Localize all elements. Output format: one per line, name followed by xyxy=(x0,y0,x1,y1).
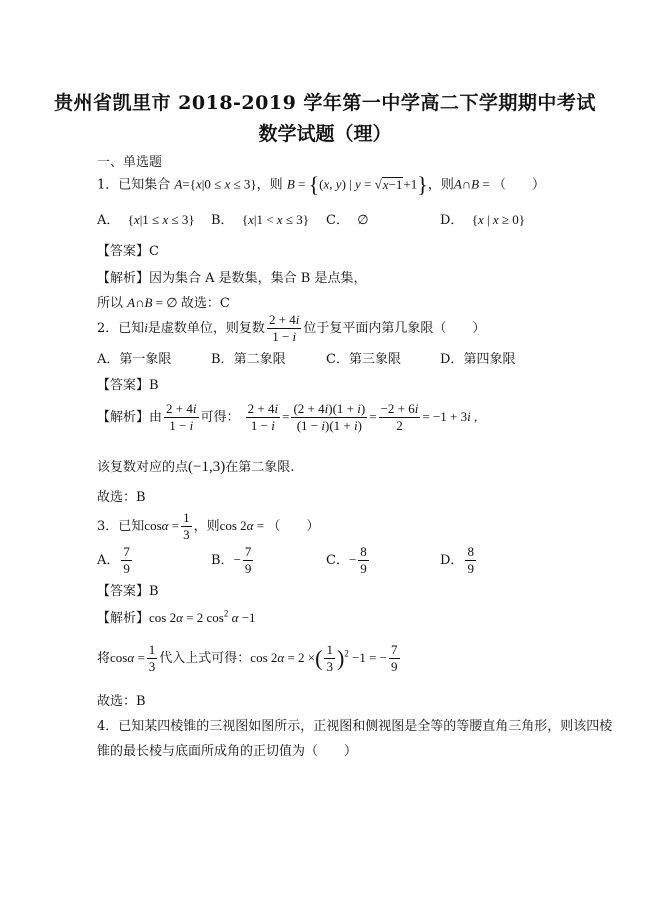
question-3-stem: 3．已知cosα = $\frac{1}{3}$ ，则cos 2α = （ ） xyxy=(97,510,320,542)
q2-conclusion: 故选：B xyxy=(97,490,146,505)
q1-answer: 【答案】C xyxy=(97,244,159,259)
q3-option-a: A． $\frac{7}{9}$ xyxy=(97,544,130,576)
q2-answer: 【答案】B xyxy=(97,378,159,393)
exam-title: 贵州省凯里市 2018-2019 学年第一中学高二下学期期中考试 xyxy=(54,92,596,114)
exam-subtitle: 数学试题（理） xyxy=(258,123,392,145)
q2-option-b: B．第二象限 xyxy=(211,352,286,367)
question-2-stem: 2．已知i是虚数单位，则复数 $\frac{2 + 4i}{1 - i}$ 位于复平面内第几象限（ ） xyxy=(97,312,486,344)
q2-option-c: C．第三象限 xyxy=(326,352,401,367)
q3-option-b: B．− $\frac{7}{9}$ xyxy=(211,544,252,576)
q2-option-a: A．第一象限 xyxy=(97,352,172,367)
q2-analysis-point: 该复数对应的点(−1,3)在第二象限. xyxy=(97,459,295,475)
q3-analysis: 【解析】cos 2α = 2 $\cos^2 \alpha -1$ xyxy=(97,608,256,626)
q1-analysis: 【解析】因为集合 A 是数集，集合 B 是点集， xyxy=(97,271,367,286)
q2-option-d: D．第四象限 xyxy=(440,352,516,367)
q3-analysis-substitute: 将cosα = $\frac{1}{3}$ 代入上式可得：cos 2α = 2 ×( $\frac{1}{3}$ )$^2$ −1 = − $\frac{7}{9}$ xyxy=(97,642,398,674)
q1-option-d: D． {x | x ≥ 0} xyxy=(440,212,525,228)
q2-analysis: 【解析】由 $\frac{2 + 4i}{1 - i}$ 可得： $\frac{2 + 4i}{1 - i}$ = $\frac{(2 + 4i)(1 + i)}{(1 - i)(1 + i)}$ = $\frac{-2 + 6i}{2}$ = −1 + 3i , xyxy=(97,401,478,433)
stem-text: 已知集合 xyxy=(118,177,171,193)
q3-conclusion: 故选：B xyxy=(97,694,146,709)
q3-option-c: C．− $\frac{8}{9}$ xyxy=(326,544,367,576)
question-4-stem-cont: 锥的最长棱与底面所成角的正切值为（ ） xyxy=(97,744,358,759)
q1-option-a: A． {x|1 ≤ x ≤ 3} xyxy=(97,212,195,228)
q1-analysis-conclusion: 所以 A∩B = ∅ 故选：C xyxy=(97,295,230,311)
q1-option-c: C． ∅ xyxy=(326,212,369,228)
formula: A xyxy=(174,176,183,192)
section-heading: 一、单选题 xyxy=(97,155,163,170)
question-1-stem: 1．已知集合 A={x|0 ≤ x ≤ 3}，则 B = {(x, y) | y = √x−1+1}，则A∩B = （ ） xyxy=(97,172,545,197)
q3-option-d: D． $\frac{8}{9}$ xyxy=(440,544,474,576)
q1-option-b: B． {x|1 < x ≤ 3} xyxy=(211,212,309,228)
question-number: 1． xyxy=(97,177,119,193)
question-4-stem: 4．已知某四棱锥的三视图如图所示，正视图和侧视图是全等的等腰直角三角形，则该四棱 xyxy=(97,719,613,734)
q3-answer: 【答案】B xyxy=(97,584,159,599)
